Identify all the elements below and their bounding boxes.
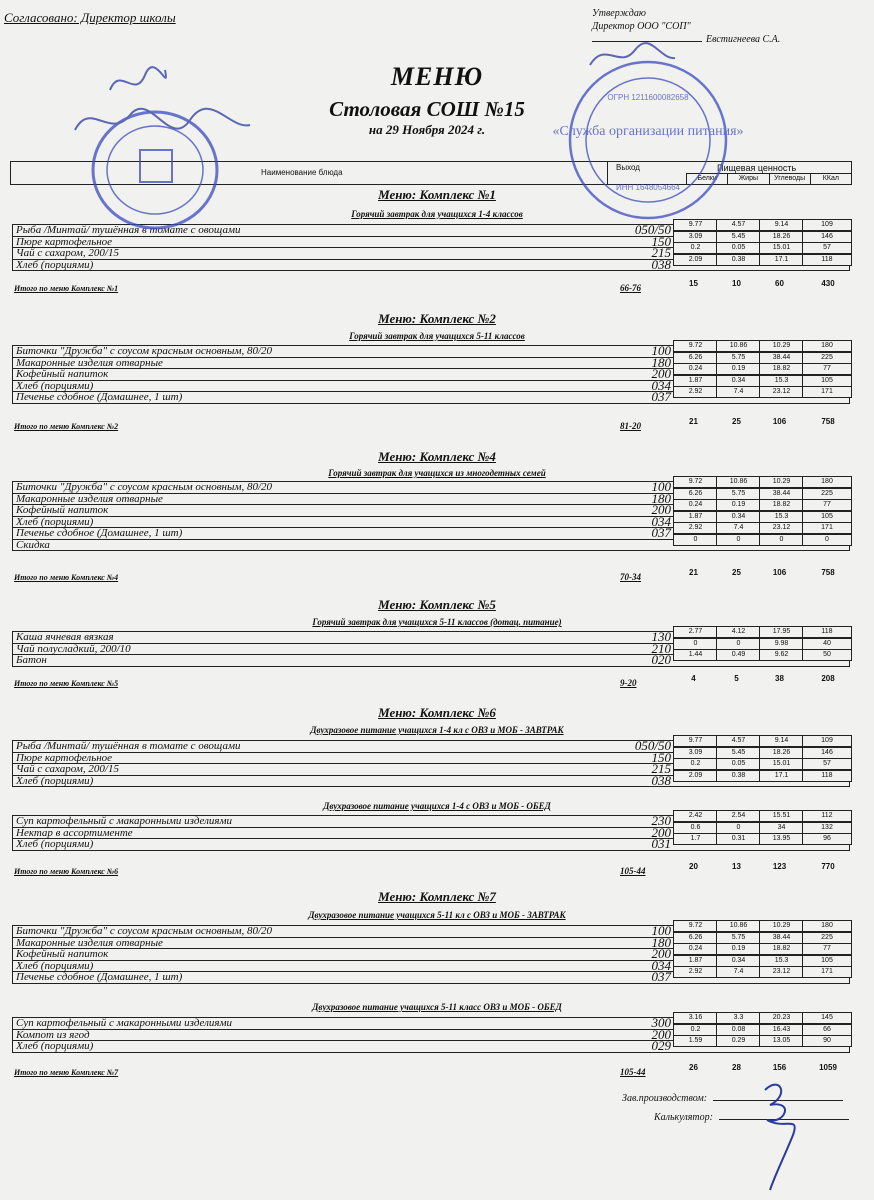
total-code: 81-20 — [620, 421, 641, 431]
menu-date: на 29 Ноября 2024 г. — [368, 122, 486, 137]
protein-value: 1.59 — [673, 1035, 717, 1047]
protein-value: 1.44 — [673, 649, 717, 661]
dish-name: Скидка — [16, 538, 50, 551]
carbs-total: 106 — [772, 568, 787, 577]
dish-output: 150 — [651, 233, 671, 249]
kcal-total: 1059 — [819, 1063, 837, 1072]
dish-name: Хлеб (порциями) — [16, 258, 94, 271]
table-row — [12, 535, 850, 552]
school-seal-stamp — [50, 60, 280, 240]
approver-signature — [590, 43, 675, 65]
total-code: 105-44 — [620, 1067, 646, 1077]
kcal-total: 208 — [821, 674, 835, 683]
company-seal-name: «Служба организации питания» — [552, 124, 744, 139]
kcal-value: 225 — [802, 932, 852, 944]
approver-position: Директор ООО "СОП" — [592, 21, 691, 32]
protein-value: 2.92 — [673, 522, 717, 534]
fat-value: 0.38 — [716, 770, 760, 782]
fat-value: 0.19 — [716, 499, 760, 511]
table-row — [12, 968, 850, 984]
dish-name: Биточки "Дружба" с соусом красным основным, 80/20 — [16, 481, 273, 493]
menu-table — [12, 342, 850, 404]
fat-total: 25 — [732, 417, 741, 426]
dish-output: 038 — [651, 772, 671, 788]
fat-value: 0.34 — [716, 955, 760, 967]
complex-title: Меню: Комплекс №2 — [378, 311, 496, 326]
dish-name: Чай с сахаром, 200/15 — [16, 247, 119, 259]
fat-value: 0.49 — [716, 649, 760, 661]
dish-output: 034 — [651, 377, 671, 393]
header-output: Выход — [616, 163, 640, 172]
fat-value: 0.19 — [716, 943, 760, 955]
carbs-value: 9.98 — [759, 638, 803, 650]
dish-output: 037 — [651, 525, 671, 540]
kcal-value: 57 — [802, 242, 852, 254]
fat-value: 7.4 — [716, 966, 760, 978]
dish-name: Биточки "Дружба" с соусом красным основным, 80/20 — [16, 345, 273, 357]
fat-value: 10.86 — [716, 340, 760, 352]
manager-label: Зав.производством: — [622, 1093, 708, 1104]
kcal-value: 180 — [802, 340, 852, 352]
fat-value: 10.86 — [716, 476, 760, 488]
protein-total: 15 — [689, 279, 698, 288]
dish-output: 100 — [651, 479, 671, 494]
dish-output: 200 — [651, 946, 671, 961]
dish-output: 100 — [651, 343, 671, 358]
kcal-value: 180 — [802, 920, 852, 932]
complex-total — [14, 674, 854, 690]
carbs-value: 17.95 — [759, 626, 803, 638]
table-row — [12, 651, 850, 667]
kcal-value: 145 — [802, 1012, 852, 1024]
agreed-label: Согласовано: Директор школы — [4, 10, 176, 25]
protein-value: 9.72 — [673, 340, 717, 352]
protein-value: 0.2 — [673, 1024, 717, 1036]
company-seal-ring — [570, 62, 726, 218]
kcal-value: 40 — [802, 638, 852, 650]
kcal-value: 109 — [802, 219, 852, 231]
carbs-value: 13.05 — [759, 1035, 803, 1047]
kcal-value: 118 — [802, 770, 852, 782]
carbs-value: 15.01 — [759, 242, 803, 254]
menu-table — [12, 628, 850, 667]
menu-table — [12, 737, 850, 788]
dish-name: Макаронные изделия отварные — [16, 492, 163, 505]
carbs-value: 34 — [759, 822, 803, 834]
carbs-value: 0 — [759, 534, 803, 546]
kcal-value: 77 — [802, 499, 852, 511]
meal-title: Двухразовое питание учащихся 1-4 кл с ОВЗ и МОБ - ЗАВТРАК — [310, 725, 564, 735]
carbs-value: 10.29 — [759, 920, 803, 932]
fat-value: 0 — [716, 638, 760, 650]
fat-value: 5.45 — [716, 747, 760, 759]
carbs-value: 10.29 — [759, 340, 803, 352]
dish-output: 210 — [651, 640, 671, 656]
carbs-value: 23.12 — [759, 386, 803, 398]
protein-value: 2.92 — [673, 386, 717, 398]
dish-name: Макаронные изделия отварные — [16, 936, 163, 949]
dish-name: Нектар в ассортименте — [16, 826, 133, 839]
table-row — [12, 388, 850, 404]
total-label: Итого по меню Комплекс №6 — [14, 867, 119, 876]
dish-output: 200 — [651, 366, 671, 381]
dish-output: 300 — [651, 1015, 671, 1030]
fat-total: 25 — [732, 568, 741, 577]
carbs-value: 38.44 — [759, 932, 803, 944]
carbs-value: 20.23 — [759, 1012, 803, 1024]
kcal-value: 225 — [802, 488, 852, 500]
dish-name: Чай полусладкий, 200/10 — [16, 642, 131, 655]
school-seal-inner-ring — [107, 126, 203, 214]
protein-value: 9.77 — [673, 735, 717, 747]
complex-title: Меню: Комплекс №4 — [378, 449, 496, 464]
protein-value: 9.77 — [673, 219, 717, 231]
dish-name: Чай с сахаром, 200/15 — [16, 763, 119, 775]
kcal-value: 118 — [802, 254, 852, 266]
kcal-total: 430 — [821, 279, 835, 288]
manager-signature — [745, 1075, 815, 1195]
protein-value: 3.09 — [673, 747, 717, 759]
kcal-value: 105 — [802, 375, 852, 387]
company-seal-inn: ИНН 1648054664 — [615, 183, 681, 192]
fat-value: 5.75 — [716, 932, 760, 944]
total-label: Итого по меню Комплекс №5 — [14, 679, 119, 688]
dish-name: Пюре картофельное — [16, 235, 113, 248]
approver-name: Евстигнеева С.А. — [706, 34, 781, 45]
protein-value: 1.87 — [673, 955, 717, 967]
kcal-value: 171 — [802, 522, 852, 534]
carbs-value: 18.82 — [759, 943, 803, 955]
fat-value: 5.45 — [716, 231, 760, 243]
table-row — [12, 1037, 850, 1053]
total-code: 9-20 — [620, 678, 637, 688]
dish-name: Батон — [16, 654, 47, 666]
dish-name: Хлеб (порциями) — [16, 838, 94, 850]
dish-name: Кофейный напиток — [16, 368, 109, 380]
protein-value: 0.6 — [673, 822, 717, 834]
header-col-kcal: ККал — [810, 174, 851, 185]
carbs-total: 60 — [775, 279, 784, 288]
kcal-total: 770 — [821, 862, 835, 871]
dish-name: Хлеб (порциями) — [16, 379, 94, 392]
menu-table — [12, 812, 850, 851]
dish-output: 038 — [651, 256, 671, 272]
carbs-value: 15.51 — [759, 810, 803, 822]
protein-value: 9.72 — [673, 476, 717, 488]
carbs-value: 9.14 — [759, 735, 803, 747]
carbs-value: 15.01 — [759, 758, 803, 770]
header-col-carbs: Углеводы — [769, 174, 810, 185]
kcal-value: 0 — [802, 534, 852, 546]
carbs-total: 38 — [775, 674, 784, 683]
meal-title: Горячий завтрак для учащихся из многодетных семей — [328, 468, 546, 478]
protein-value: 0.24 — [673, 499, 717, 511]
carbs-value: 9.62 — [759, 649, 803, 661]
dish-output: 020 — [651, 652, 671, 667]
carbs-total: 106 — [772, 417, 787, 426]
kcal-value: 90 — [802, 1035, 852, 1047]
meal-title: Горячий завтрак для учащихся 5-11 классов — [349, 331, 525, 341]
page-title: МЕНЮ — [390, 62, 484, 91]
fat-value: 0.34 — [716, 511, 760, 523]
table-row — [12, 771, 850, 788]
dish-output: 180 — [651, 354, 671, 370]
complex-total — [14, 279, 854, 295]
protein-value: 0.2 — [673, 242, 717, 254]
kcal-total: 758 — [821, 568, 835, 577]
dish-name: Рыба /Минтай/ тушённая в томате с овощами — [16, 224, 241, 236]
protein-value: 2.77 — [673, 626, 717, 638]
fat-value: 7.4 — [716, 386, 760, 398]
fat-value: 2.54 — [716, 810, 760, 822]
protein-value: 0 — [673, 638, 717, 650]
carbs-value: 15.3 — [759, 511, 803, 523]
protein-value: 2.09 — [673, 254, 717, 266]
dish-name: Хлеб (порциями) — [16, 959, 94, 972]
total-code: 70-34 — [620, 572, 641, 582]
protein-value: 3.09 — [673, 231, 717, 243]
protein-value: 0.24 — [673, 363, 717, 375]
fat-value: 4.57 — [716, 735, 760, 747]
dish-output: 050/50 — [634, 738, 671, 753]
fat-value: 4.57 — [716, 219, 760, 231]
protein-value: 9.72 — [673, 920, 717, 932]
dish-name: Хлеб (порциями) — [16, 774, 94, 787]
kcal-value: 171 — [802, 386, 852, 398]
dish-name: Каша ячневая вязкая — [16, 631, 114, 643]
table-row — [12, 255, 850, 272]
carbs-value: 18.26 — [759, 747, 803, 759]
total-label: Итого по меню Комплекс №2 — [14, 422, 119, 431]
dish-name: Компот из ягод — [16, 1028, 90, 1041]
meal-title: Двухразовое питание учащихся 1-4 с ОВЗ и МОБ - ОБЕД — [323, 801, 551, 811]
kcal-value: 146 — [802, 231, 852, 243]
protein-value: 6.26 — [673, 352, 717, 364]
school-seal-emblem — [140, 150, 172, 182]
fat-value: 10.86 — [716, 920, 760, 932]
carbs-value: 38.44 — [759, 488, 803, 500]
dish-output: 200 — [651, 1026, 671, 1042]
carbs-total: 156 — [772, 1063, 787, 1072]
table-row — [12, 835, 850, 851]
complex-total — [14, 417, 854, 433]
menu-table — [12, 478, 850, 551]
fat-total: 5 — [734, 674, 739, 683]
carbs-value: 17.1 — [759, 770, 803, 782]
kcal-value: 112 — [802, 810, 852, 822]
manager-signature-stroke — [765, 1085, 795, 1190]
kcal-value: 180 — [802, 476, 852, 488]
fat-total: 13 — [732, 862, 741, 871]
kcal-value: 50 — [802, 649, 852, 661]
fat-total: 28 — [732, 1063, 741, 1072]
kcal-value: 77 — [802, 943, 852, 955]
carbs-value: 13.95 — [759, 833, 803, 845]
fat-value: 0.05 — [716, 242, 760, 254]
dish-name: Хлеб (порциями) — [16, 1040, 94, 1052]
protein-value: 2.92 — [673, 966, 717, 978]
dish-output: 180 — [651, 490, 671, 506]
protein-value: 3.16 — [673, 1012, 717, 1024]
director-signature-1 — [110, 67, 166, 90]
meal-title: Горячий завтрак для учащихся 5-11 классов (дотац. питание) — [312, 617, 562, 627]
school-name: Столовая СОШ №15 — [329, 97, 525, 121]
protein-value: 6.26 — [673, 488, 717, 500]
kcal-value: 105 — [802, 955, 852, 967]
dish-output: 215 — [651, 245, 671, 260]
kcal-value: 225 — [802, 352, 852, 364]
protein-value: 2.09 — [673, 770, 717, 782]
fat-value: 5.75 — [716, 488, 760, 500]
kcal-value: 132 — [802, 822, 852, 834]
header-dish: Наименование блюда — [261, 168, 343, 177]
fat-value: 0.19 — [716, 363, 760, 375]
carbs-value: 38.44 — [759, 352, 803, 364]
carbs-value: 23.12 — [759, 966, 803, 978]
carbs-value: 9.14 — [759, 219, 803, 231]
dish-name: Суп картофельный с макаронными изделиями — [16, 1017, 233, 1029]
dish-name: Макаронные изделия отварные — [16, 356, 163, 369]
carbs-value: 15.3 — [759, 955, 803, 967]
fat-value: 0.05 — [716, 758, 760, 770]
company-seal-ogrn: ОГРН 1211600082658 — [607, 93, 689, 102]
carbs-value: 15.3 — [759, 375, 803, 387]
fat-value: 0.38 — [716, 254, 760, 266]
carbs-value: 23.12 — [759, 522, 803, 534]
complex-title: Меню: Комплекс №6 — [378, 705, 496, 720]
dish-name: Пюре картофельное — [16, 751, 113, 764]
protein-value: 0.2 — [673, 758, 717, 770]
fat-value: 7.4 — [716, 522, 760, 534]
dish-output: 029 — [651, 1038, 671, 1053]
dish-name: Кофейный напиток — [16, 504, 109, 516]
fat-value: 4.12 — [716, 626, 760, 638]
dish-name: Печенье сдобное (Домашнее, 1 шт) — [16, 971, 183, 983]
fat-value: 3.3 — [716, 1012, 760, 1024]
protein-total: 21 — [689, 417, 698, 426]
fat-total: 10 — [732, 279, 741, 288]
dish-output: 034 — [651, 513, 671, 529]
kcal-value: 57 — [802, 758, 852, 770]
total-code: 105-44 — [620, 866, 646, 876]
fat-value: 0.08 — [716, 1024, 760, 1036]
header-col-fat: Жиры — [727, 174, 768, 185]
dish-output: 037 — [651, 389, 671, 404]
fat-value: 0.34 — [716, 375, 760, 387]
kcal-value: 105 — [802, 511, 852, 523]
dish-output: 034 — [651, 957, 671, 973]
calculator-label: Калькулятор: — [654, 1112, 713, 1123]
protein-value: 1.87 — [673, 375, 717, 387]
meal-title: Двухразовое питание учащихся 5-11 класс ОВЗ и МОБ - ОБЕД — [312, 1002, 562, 1012]
school-seal-ring — [93, 112, 217, 228]
dish-output: 200 — [651, 824, 671, 840]
carbs-value: 17.1 — [759, 254, 803, 266]
carbs-value: 18.82 — [759, 363, 803, 375]
kcal-total: 758 — [821, 417, 835, 426]
dish-name: Печенье сдобное (Домашнее, 1 шт) — [16, 391, 183, 403]
carbs-total: 123 — [772, 862, 787, 871]
dish-name: Кофейный напиток — [16, 948, 109, 960]
meal-title: Двухразовое питание учащихся 5-11 кл с ОВЗ и МОБ - ЗАВТРАК — [308, 910, 566, 920]
fat-value: 0 — [716, 822, 760, 834]
fat-value: 0.31 — [716, 833, 760, 845]
approved-label: Утверждаю — [592, 8, 646, 19]
kcal-value: 118 — [802, 626, 852, 638]
carbs-value: 16.43 — [759, 1024, 803, 1036]
kcal-value: 171 — [802, 966, 852, 978]
dish-output: 180 — [651, 934, 671, 950]
complex-total — [14, 1063, 854, 1079]
dish-output: 200 — [651, 502, 671, 517]
header-col-protein: Белки — [686, 174, 727, 185]
fat-value: 0.29 — [716, 1035, 760, 1047]
menu-table — [12, 1014, 850, 1053]
complex-title: Меню: Комплекс №1 — [378, 187, 496, 202]
dish-output: 150 — [651, 749, 671, 765]
total-code: 66-76 — [620, 283, 641, 293]
dish-name: Хлеб (порциями) — [16, 515, 94, 528]
kcal-value: 66 — [802, 1024, 852, 1036]
complex-total — [14, 862, 854, 878]
carbs-value: 10.29 — [759, 476, 803, 488]
dish-output: 037 — [651, 969, 671, 984]
carbs-value: 18.26 — [759, 231, 803, 243]
kcal-value: 96 — [802, 833, 852, 845]
dish-output: 230 — [651, 813, 671, 828]
dish-name: Печенье сдобное (Домашнее, 1 шт) — [16, 527, 183, 539]
dish-output: 050/50 — [634, 222, 671, 237]
kcal-value: 77 — [802, 363, 852, 375]
dish-output: 130 — [651, 629, 671, 644]
kcal-value: 109 — [802, 735, 852, 747]
protein-value: 2.42 — [673, 810, 717, 822]
total-label: Итого по меню Комплекс №1 — [14, 284, 119, 293]
kcal-value: 146 — [802, 747, 852, 759]
protein-value: 1.7 — [673, 833, 717, 845]
protein-value: 6.26 — [673, 932, 717, 944]
complex-title: Меню: Комплекс №5 — [378, 597, 496, 612]
protein-total: 26 — [689, 1063, 698, 1072]
dish-output: 100 — [651, 923, 671, 938]
meal-title: Горячий завтрак для учащихся 1-4 классов — [351, 209, 523, 219]
fat-value: 5.75 — [716, 352, 760, 364]
protein-value: 1.87 — [673, 511, 717, 523]
header-nutrition: Пищевая ценность — [717, 163, 797, 173]
dish-output: 031 — [651, 836, 671, 851]
total-label: Итого по меню Комплекс №7 — [14, 1068, 119, 1077]
protein-total: 4 — [691, 674, 696, 683]
dish-name: Суп картофельный с макаронными изделиями — [16, 815, 233, 827]
complex-title: Меню: Комплекс №7 — [378, 889, 496, 904]
dish-output: 215 — [651, 761, 671, 776]
protein-value: 0.24 — [673, 943, 717, 955]
menu-table — [12, 922, 850, 984]
fat-value: 0 — [716, 534, 760, 546]
carbs-value: 18.82 — [759, 499, 803, 511]
complex-total — [14, 568, 854, 584]
dish-name: Рыба /Минтай/ тушённая в томате с овощами — [16, 740, 241, 752]
protein-total: 21 — [689, 568, 698, 577]
dish-name: Биточки "Дружба" с соусом красным основным, 80/20 — [16, 925, 273, 937]
protein-total: 20 — [689, 862, 698, 871]
protein-value: 0 — [673, 534, 717, 546]
total-label: Итого по меню Комплекс №4 — [14, 573, 119, 582]
